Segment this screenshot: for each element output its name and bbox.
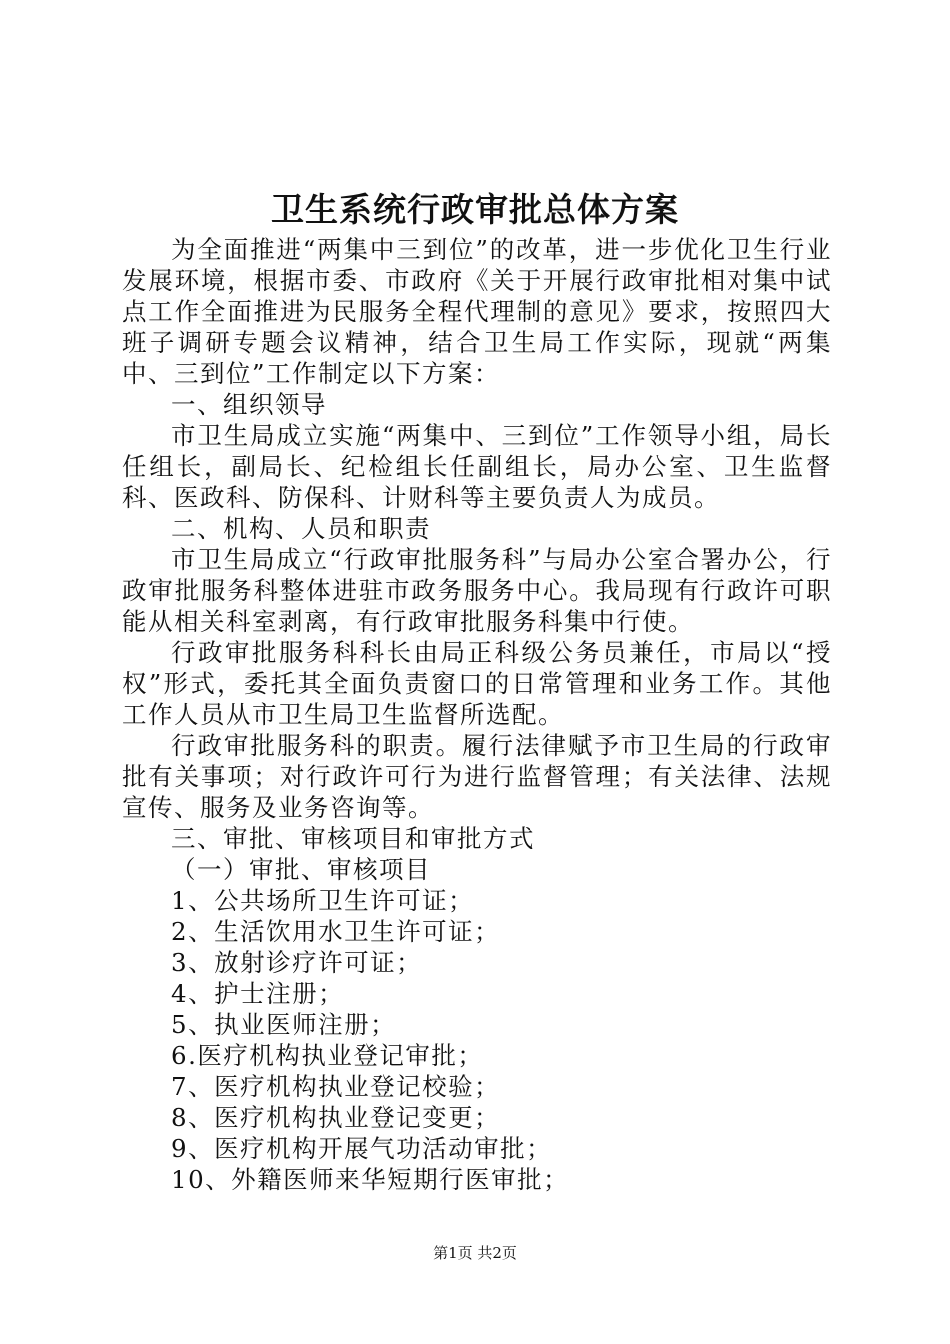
intro-paragraph: 为全面推进“两集中三到位”的改革，进一步优化卫生行业发展环境，根据市委、市政府《关于开展行政审批相对集中试点工作全面推进为民服务全程代理制的意见》要求，按照四大班子调研专题会议精神，结合卫生局工作实际，现就“两集中、三到位”工作制定以下方案： bbox=[122, 235, 832, 388]
list-item: 10、外籍医师来华短期行医审批； bbox=[171, 1165, 570, 1194]
section-heading-approval: 三、审批、审核项目和审批方式 bbox=[171, 824, 535, 853]
section-heading-leadership: 一、组织领导 bbox=[171, 390, 327, 419]
leadership-paragraph: 市卫生局成立实施“两集中、三到位”工作领导小组，局长任组长，副局长、纪检组长任副组长，局办公室、卫生监督科、医政科、防保科、计财科等主要负责人为成员。 bbox=[122, 421, 832, 512]
list-item: 3、放射诊疗许可证； bbox=[171, 948, 423, 977]
list-item: 2、生活饮用水卫生许可证； bbox=[171, 917, 501, 946]
list-item: 6.医疗机构执业登记审批； bbox=[171, 1041, 484, 1070]
list-item: 4、护士注册； bbox=[171, 979, 345, 1008]
staff-paragraph: 行政审批服务科科长由局正科级公务员兼任，市局以“授权”形式，委托其全面负责窗口的日常管理和业务工作。其他工作人员从市卫生局卫生监督所选配。 bbox=[122, 638, 832, 729]
document-body bbox=[122, 234, 832, 1195]
list-item: 7、医疗机构执业登记校验； bbox=[171, 1072, 501, 1101]
list-item: 1、公共场所卫生许可证； bbox=[171, 886, 475, 915]
organization-paragraph: 市卫生局成立“行政审批服务科”与局办公室合署办公，行政审批服务科整体进驻市政务服务中心。我局现有行政许可职能从相关科室剥离，有行政审批服务科集中行使。 bbox=[122, 545, 832, 636]
document-title: 卫生系统行政审批总体方案 bbox=[271, 190, 679, 229]
duties-paragraph: 行政审批服务科的职责。履行法律赋予市卫生局的行政审批有关事项；对行政许可行为进行监督管理；有关法律、法规宣传、服务及业务咨询等。 bbox=[122, 731, 832, 822]
list-item: 8、医疗机构执业登记变更； bbox=[171, 1103, 501, 1132]
list-item: 5、执业医师注册； bbox=[171, 1010, 397, 1039]
section-heading-organization: 二、机构、人员和职责 bbox=[171, 514, 431, 543]
page-footer: 第1页 共2页 bbox=[433, 1244, 517, 1262]
subsection-heading-items: （一）审批、审核项目 bbox=[171, 855, 431, 884]
list-item: 9、医疗机构开展气功活动审批； bbox=[171, 1134, 553, 1163]
